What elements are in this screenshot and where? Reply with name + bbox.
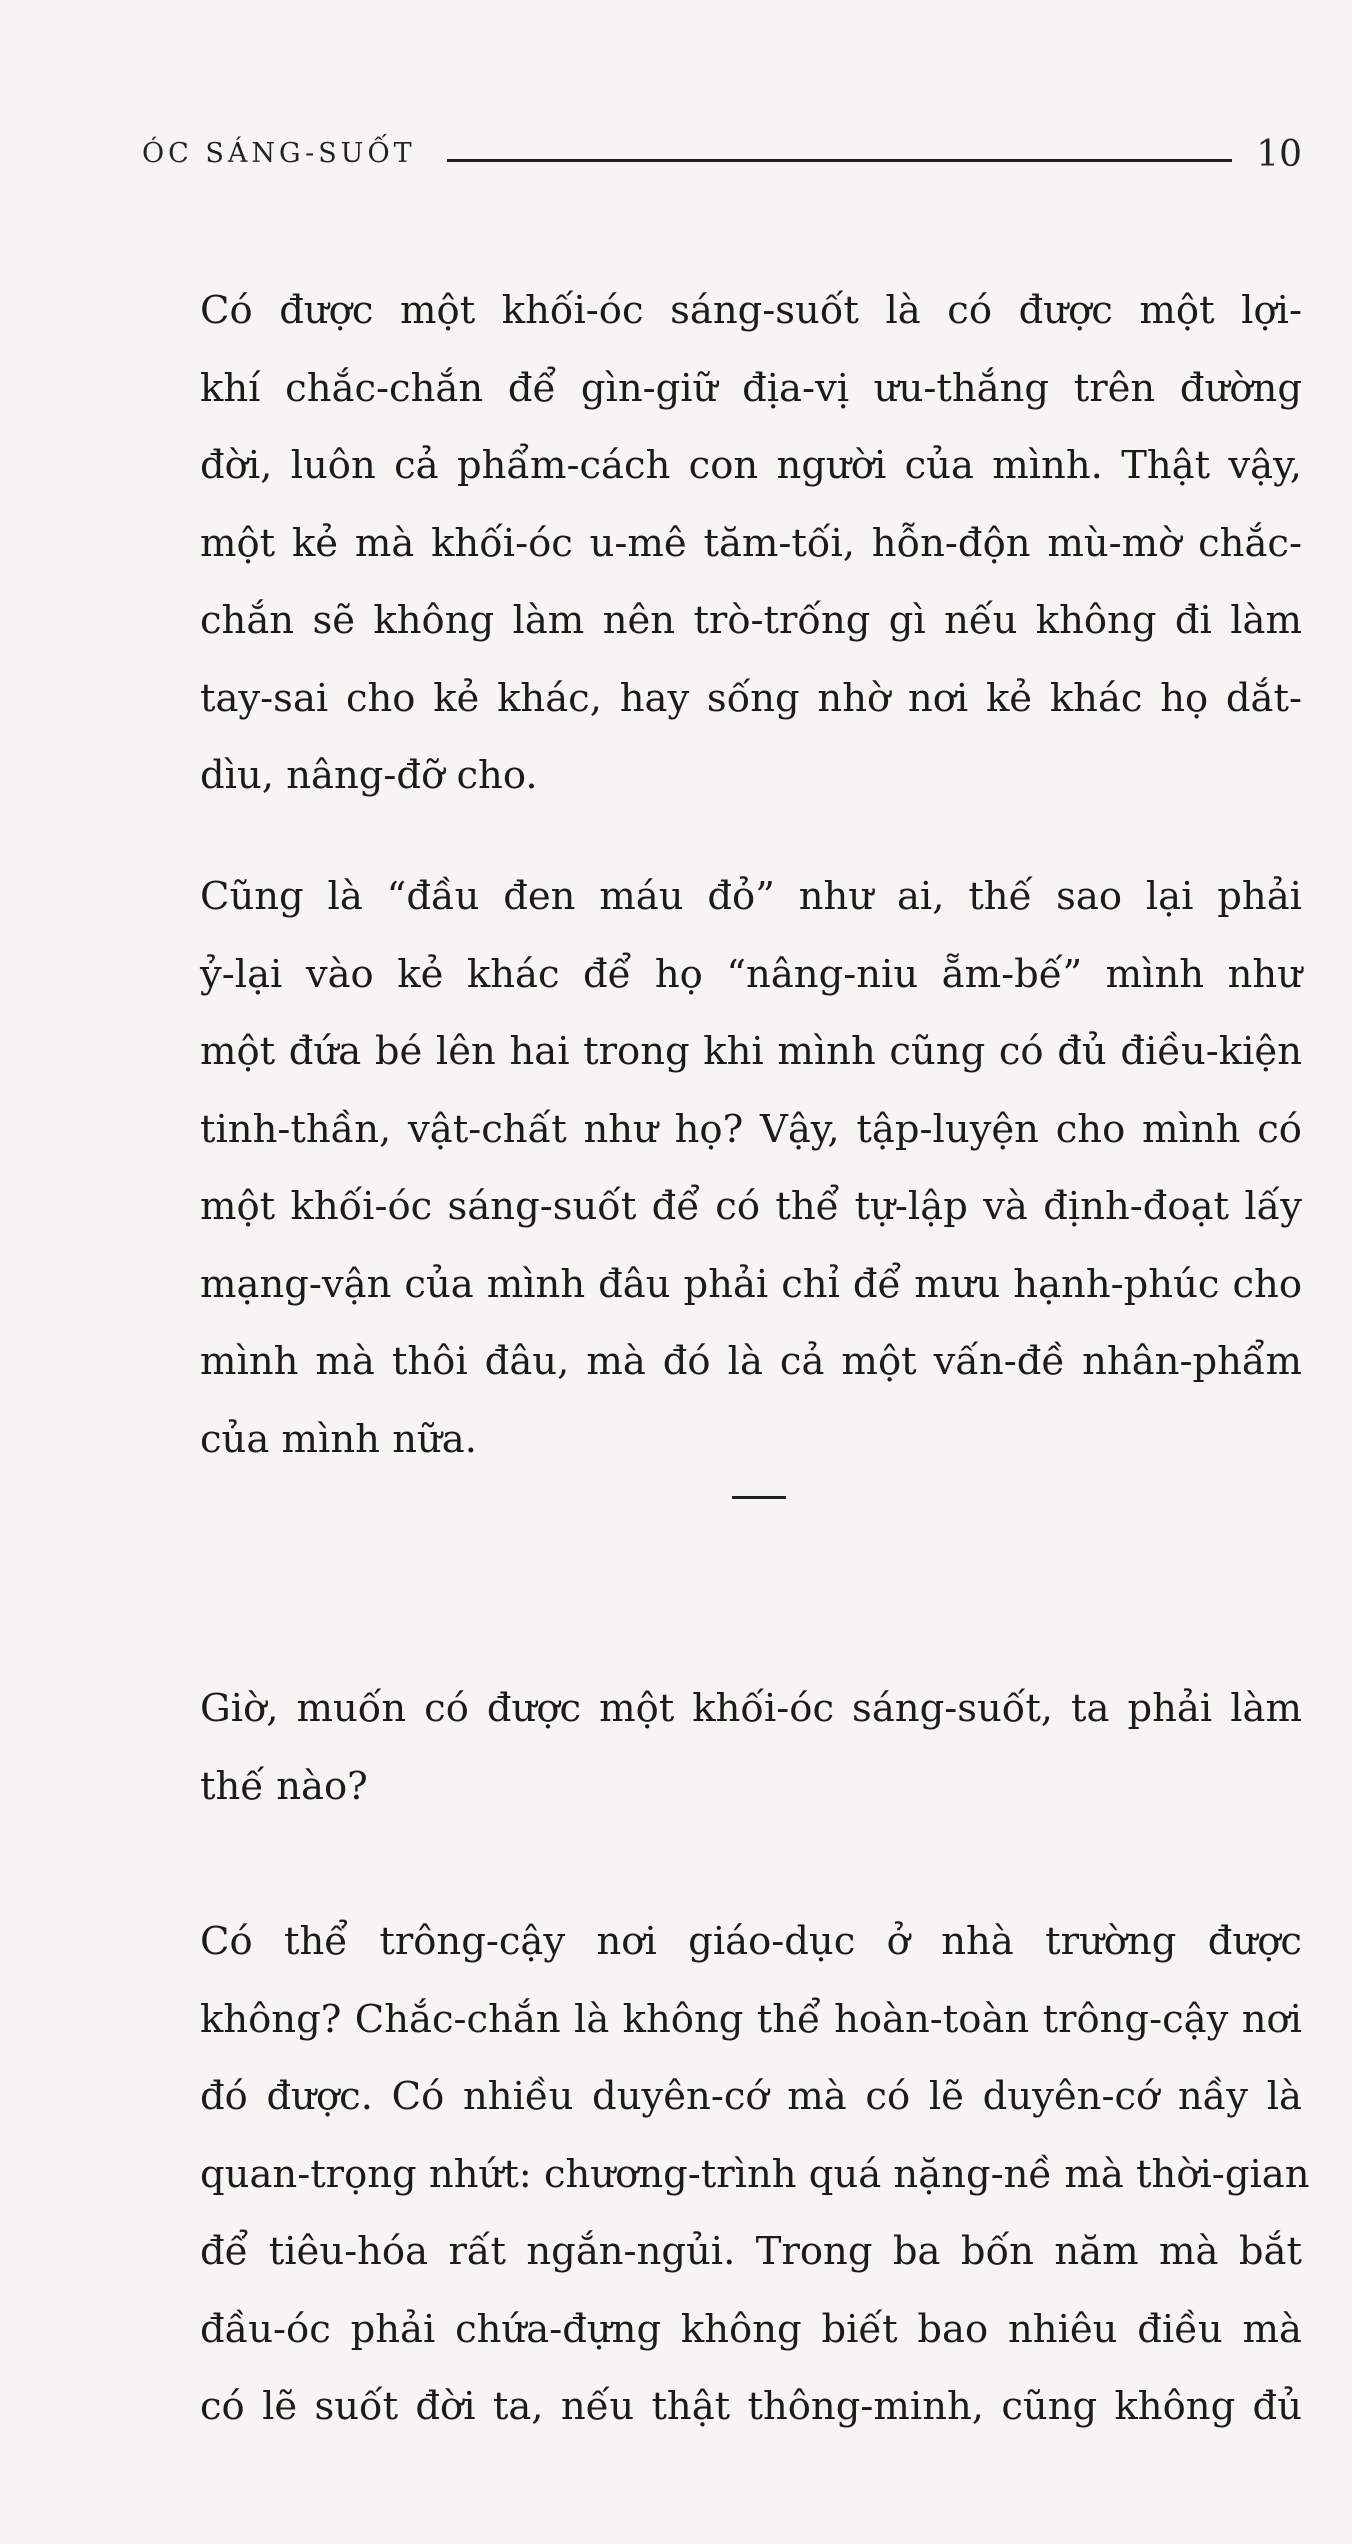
text-line: Giờ, muốn có được một khối-óc sáng-suốt, ta phải làm: [200, 1686, 1302, 1731]
text-line: mình mà thôi đâu, mà đó là cả một vấn-đề nhân-phẩm: [200, 1339, 1302, 1384]
text-line: chắn sẽ không làm nên trò-trống gì nếu không đi làm: [200, 598, 1302, 643]
text-line: thế nào?: [200, 1763, 368, 1809]
text-line: không? Chắc-chắn là không thể hoàn-toàn trông-cậy nơi: [200, 1996, 1302, 2042]
text-line: tay-sai cho kẻ khác, hay sống nhờ nơi kẻ khác họ dắt-: [200, 675, 1302, 721]
text-line: mạng-vận của mình đâu phải chỉ để mưu hạnh-phúc cho: [200, 1261, 1302, 1307]
text-line: quan-trọng nhứt: chương-trình quá nặng-nề mà thời-gian: [200, 2151, 1310, 2197]
page-number: 10: [1256, 134, 1302, 175]
text-line: đời, luôn cả phẩm-cách con người của mình. Thật vậy,: [200, 443, 1302, 488]
text-line: để tiêu-hóa rất ngắn-ngủi. Trong ba bốn năm mà bắt: [200, 2229, 1302, 2274]
text-line: một khối-óc sáng-suốt để có thể tự-lập và định-đoạt lấy: [200, 1184, 1302, 1229]
text-line: đầu-óc phải chứa-đựng không biết bao nhiêu điều mà: [200, 2306, 1302, 2352]
header-rule: [447, 159, 1232, 162]
running-header: [142, 128, 1302, 188]
text-line: một kẻ mà khối-óc u-mê tăm-tối, hỗn-độn mù-mờ chắc-: [200, 520, 1302, 566]
text-line: khí chắc-chắn để gìn-giữ địa-vị ưu-thắng trên đường: [200, 365, 1302, 411]
section-separator: [732, 1496, 786, 1499]
paragraph-2: [200, 858, 1302, 1478]
paragraph-3: [200, 1670, 1302, 1825]
text-line: ỷ-lại vào kẻ khác để họ “nâng-niu ẵm-bế” mình như: [200, 951, 1302, 997]
paragraph-1: [200, 272, 1302, 815]
text-line: một đứa bé lên hai trong khi mình cũng có đủ điều-kiện: [200, 1029, 1302, 1074]
running-title: ÓC SÁNG-SUỐT: [142, 138, 416, 169]
text-line: dìu, nâng-đỡ cho.: [200, 753, 538, 798]
text-line: Cũng là “đầu đen máu đỏ” như ai, thế sao lại phải: [200, 874, 1302, 919]
text-line: đó được. Có nhiều duyên-cớ mà có lẽ duyên-cớ nầy là: [200, 2074, 1302, 2119]
paragraph-4: [200, 1903, 1310, 2446]
text-line: Có thể trông-cậy nơi giáo-dục ở nhà trường được: [200, 1919, 1302, 1964]
text-line: của mình nữa.: [200, 1416, 477, 1462]
text-line: Có được một khối-óc sáng-suốt là có được một lợi-: [200, 288, 1302, 333]
text-line: có lẽ suốt đời ta, nếu thật thông-minh, cũng không đủ: [200, 2384, 1302, 2429]
text-line: tinh-thần, vật-chất như họ? Vậy, tập-luyện cho mình có: [200, 1106, 1302, 1152]
